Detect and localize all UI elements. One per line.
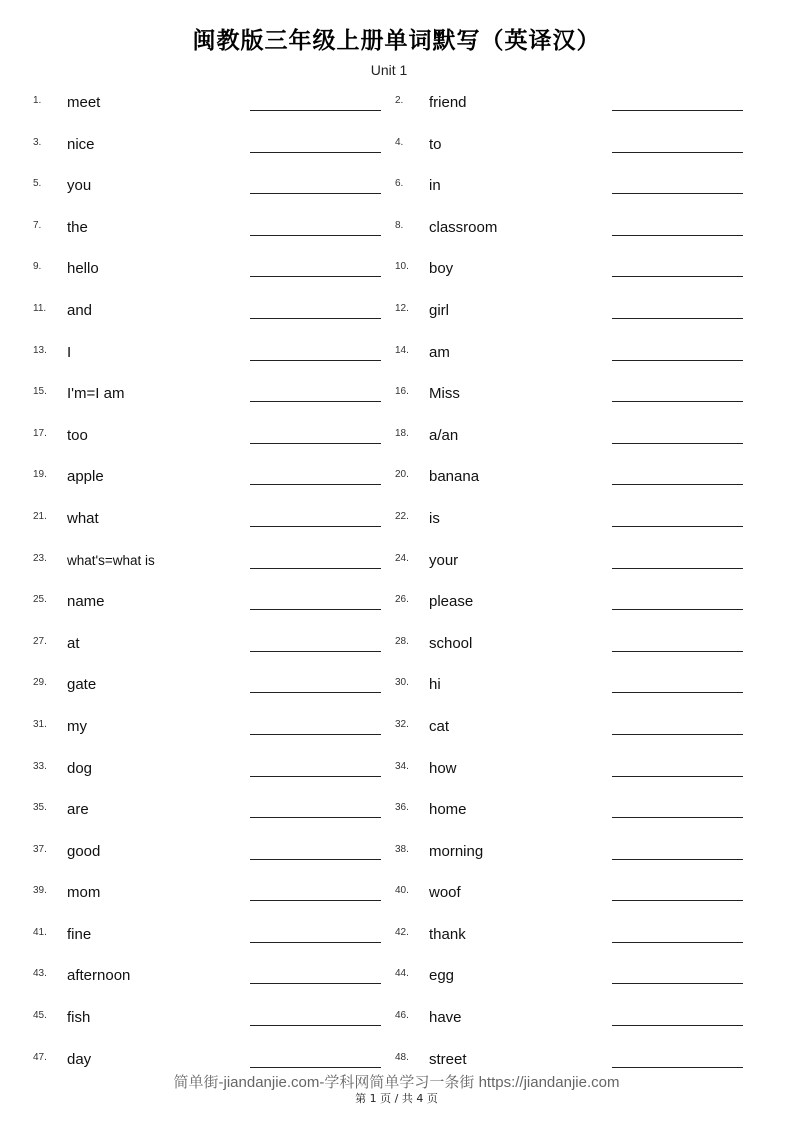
english-word: my <box>67 717 87 735</box>
item-number: 37. <box>33 843 47 855</box>
word-item <box>0 462 396 504</box>
word-row <box>0 130 793 172</box>
item-number: 29. <box>33 677 47 689</box>
item-number: 6. <box>395 178 404 190</box>
word-item <box>362 379 758 421</box>
answer-blank[interactable] <box>612 193 743 194</box>
english-word: home <box>429 801 467 819</box>
unit-subtitle: Unit 1 <box>370 62 408 78</box>
answer-blank[interactable] <box>612 942 743 943</box>
word-item <box>0 296 396 338</box>
english-word: at <box>67 634 80 652</box>
answer-blank[interactable] <box>612 110 743 111</box>
word-item <box>0 213 396 255</box>
word-item <box>362 462 758 504</box>
english-word: morning <box>429 842 484 860</box>
item-number: 14. <box>395 344 409 356</box>
watermark-footer: 简单街-jiandanjie.com-学科网简单学习一条街 https://jiandanjie.com <box>173 1074 620 1091</box>
word-item <box>0 88 396 130</box>
item-number: 8. <box>395 219 404 231</box>
item-number: 30. <box>395 677 409 689</box>
item-number: 46. <box>395 1010 409 1022</box>
word-item <box>0 421 396 463</box>
item-number: 11. <box>33 302 47 314</box>
item-number: 41. <box>33 926 47 938</box>
item-number: 25. <box>33 594 47 606</box>
word-item <box>0 920 396 962</box>
word-row <box>0 171 793 213</box>
english-word: thank <box>429 925 466 943</box>
english-word: hi <box>429 676 441 694</box>
item-number: 24. <box>395 552 409 564</box>
answer-blank[interactable] <box>612 526 743 527</box>
english-word: have <box>429 1009 462 1027</box>
word-item <box>362 837 758 879</box>
english-word: afternoon <box>67 967 131 985</box>
item-number: 47. <box>33 1051 47 1063</box>
word-item <box>0 837 396 879</box>
english-word: egg <box>429 967 455 985</box>
english-word: dog <box>67 759 93 777</box>
word-row <box>0 296 793 338</box>
word-item <box>0 587 396 629</box>
word-row <box>0 629 793 671</box>
english-word: hello <box>67 260 99 278</box>
item-number: 19. <box>33 469 47 481</box>
english-word: what <box>67 509 99 527</box>
word-item <box>362 296 758 338</box>
item-number: 23. <box>33 552 47 564</box>
answer-blank[interactable] <box>612 859 743 860</box>
answer-blank[interactable] <box>612 776 743 777</box>
word-row <box>0 88 793 130</box>
word-item <box>0 629 396 671</box>
word-row <box>0 1003 793 1045</box>
english-word: meet <box>67 94 101 111</box>
word-item <box>0 712 396 754</box>
word-item <box>362 254 758 296</box>
answer-blank[interactable] <box>612 1025 743 1026</box>
answer-blank[interactable] <box>612 900 743 901</box>
item-number: 48. <box>395 1051 409 1063</box>
word-item <box>0 670 396 712</box>
word-row <box>0 878 793 920</box>
english-word: how <box>429 759 457 777</box>
answer-blank[interactable] <box>612 817 743 818</box>
word-row <box>0 254 793 296</box>
word-item <box>0 338 396 380</box>
english-word: your <box>429 551 459 569</box>
item-number: 32. <box>395 718 409 730</box>
english-word: woof <box>429 884 461 902</box>
item-number: 7. <box>33 219 42 231</box>
item-number: 21. <box>33 510 47 522</box>
item-number: 22. <box>395 510 409 522</box>
english-word: too <box>67 426 88 444</box>
english-word: the <box>67 218 88 236</box>
word-item <box>0 254 396 296</box>
item-number: 27. <box>33 635 47 647</box>
word-item <box>362 712 758 754</box>
word-row <box>0 754 793 796</box>
word-item <box>0 878 396 920</box>
english-word: friend <box>429 94 467 111</box>
answer-blank[interactable] <box>612 318 743 319</box>
item-number: 35. <box>33 802 47 814</box>
word-item <box>0 379 396 421</box>
word-item <box>0 754 396 796</box>
item-number: 18. <box>395 427 409 439</box>
word-item <box>362 213 758 255</box>
word-item <box>362 171 758 213</box>
english-word: is <box>429 509 440 527</box>
english-word: you <box>67 177 92 195</box>
word-item <box>0 961 396 1003</box>
word-item <box>362 629 758 671</box>
item-number: 39. <box>33 885 47 897</box>
word-item <box>362 546 758 588</box>
answer-blank[interactable] <box>612 484 743 485</box>
word-item <box>0 795 396 837</box>
english-word: what's=what is <box>67 552 155 568</box>
item-number: 1. <box>33 95 42 106</box>
english-word: street <box>429 1050 467 1068</box>
word-row <box>0 504 793 546</box>
english-word: to <box>429 135 442 153</box>
item-number: 34. <box>395 760 409 772</box>
answer-blank[interactable] <box>612 734 743 735</box>
answer-blank[interactable] <box>612 152 743 153</box>
item-number: 43. <box>33 968 47 980</box>
word-item <box>362 1003 758 1045</box>
page-number: 第 1 页 / 共 4 页 <box>355 1092 438 1105</box>
english-word: please <box>429 593 474 611</box>
item-number: 38. <box>395 843 409 855</box>
english-word: girl <box>429 301 450 319</box>
word-item <box>362 130 758 172</box>
english-word: fish <box>67 1009 91 1027</box>
item-number: 40. <box>395 885 409 897</box>
item-number: 3. <box>33 136 42 148</box>
english-word: banana <box>429 468 480 486</box>
answer-blank[interactable] <box>612 609 743 610</box>
english-word: and <box>67 301 93 319</box>
word-item <box>362 338 758 380</box>
item-number: 12. <box>395 302 409 314</box>
english-word: classroom <box>429 218 498 236</box>
word-row <box>0 837 793 879</box>
english-word: Miss <box>429 385 460 403</box>
word-item <box>362 795 758 837</box>
word-row <box>0 338 793 380</box>
english-word: school <box>429 634 473 652</box>
english-word: mom <box>67 884 101 902</box>
answer-blank[interactable] <box>612 443 743 444</box>
word-list <box>0 88 793 1086</box>
item-number: 31. <box>33 718 47 730</box>
english-word: fine <box>67 925 92 943</box>
item-number: 5. <box>33 178 42 190</box>
item-number: 4. <box>395 136 404 148</box>
word-row <box>0 961 793 1003</box>
item-number: 15. <box>33 386 47 398</box>
english-word: I'm=I am <box>67 385 125 403</box>
word-item <box>362 754 758 796</box>
english-word: are <box>67 801 89 819</box>
word-item <box>362 587 758 629</box>
word-row <box>0 587 793 629</box>
item-number: 44. <box>395 968 409 980</box>
word-row <box>0 379 793 421</box>
item-number: 42. <box>395 926 409 938</box>
word-item <box>0 504 396 546</box>
item-number: 45. <box>33 1010 47 1022</box>
word-row <box>0 213 793 255</box>
item-number: 2. <box>395 95 404 106</box>
answer-blank[interactable] <box>612 692 743 693</box>
word-row <box>0 462 793 504</box>
item-number: 28. <box>395 635 409 647</box>
english-word: cat <box>429 717 450 735</box>
item-number: 13. <box>33 344 47 356</box>
item-number: 36. <box>395 802 409 814</box>
english-word: I <box>67 343 72 361</box>
answer-blank[interactable] <box>612 983 743 984</box>
item-number: 10. <box>395 261 409 273</box>
english-word: in <box>429 177 441 195</box>
word-item <box>0 171 396 213</box>
english-word: nice <box>67 135 95 153</box>
english-word: a/an <box>429 426 459 444</box>
english-word: apple <box>67 468 104 486</box>
english-word: name <box>67 593 105 611</box>
answer-blank[interactable] <box>612 1067 743 1068</box>
word-row <box>0 795 793 837</box>
word-item <box>362 920 758 962</box>
english-word: gate <box>67 676 97 694</box>
english-word: boy <box>429 260 454 278</box>
item-number: 9. <box>33 261 42 273</box>
answer-blank[interactable] <box>612 651 743 652</box>
answer-blank[interactable] <box>612 276 743 277</box>
item-number: 26. <box>395 594 409 606</box>
english-word: am <box>429 343 450 361</box>
word-row <box>0 421 793 463</box>
word-row <box>0 546 793 588</box>
answer-blank[interactable] <box>612 401 743 402</box>
word-row <box>0 712 793 754</box>
item-number: 17. <box>33 427 47 439</box>
page-title: 闽教版三年级上册单词默写（英译汉） <box>192 27 601 54</box>
answer-blank[interactable] <box>612 568 743 569</box>
word-item <box>362 961 758 1003</box>
english-word: good <box>67 842 101 860</box>
word-item <box>362 88 758 130</box>
word-item <box>362 670 758 712</box>
item-number: 33. <box>33 760 47 772</box>
word-item <box>362 878 758 920</box>
word-row <box>0 920 793 962</box>
word-row <box>0 670 793 712</box>
word-item <box>0 130 396 172</box>
answer-blank[interactable] <box>612 235 743 236</box>
english-word: day <box>67 1050 92 1068</box>
answer-blank[interactable] <box>612 360 743 361</box>
item-number: 20. <box>395 469 409 481</box>
item-number: 16. <box>395 386 409 398</box>
word-item <box>362 421 758 463</box>
word-item <box>0 1003 396 1045</box>
word-item <box>0 546 396 588</box>
word-item <box>362 504 758 546</box>
